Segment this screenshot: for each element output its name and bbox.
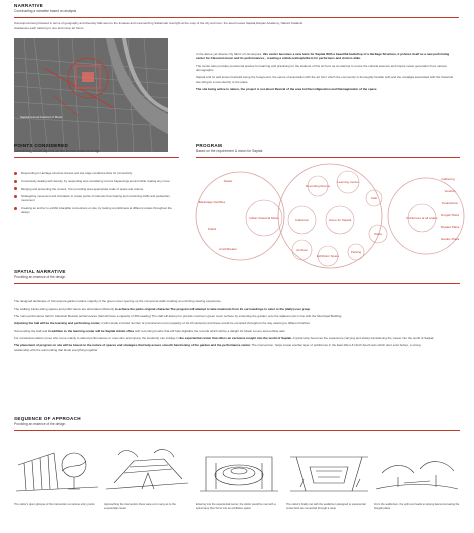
- program-section: [196, 143, 460, 157]
- points-title: POINTS CONSIDERED: [14, 143, 69, 148]
- spatial-body: [14, 299, 434, 352]
- label-publicness: Publicness at all scales: [406, 216, 438, 220]
- spatial-section: [14, 269, 460, 355]
- label-parking: Parking: [350, 250, 362, 254]
- narrative-para-4: [196, 87, 456, 91]
- sequence-subtitle: Providing an essence of the design: [14, 422, 66, 427]
- sequence-section: [14, 416, 460, 430]
- program-diagram: [190, 158, 470, 276]
- bullet-dot-icon: [14, 207, 17, 210]
- spatial-p7-rest: The intervention, helps create another layer of publicness in the East-West & North-South axis which dont exist before, a strong relationship with the surrounding that binds everything together: [14, 343, 421, 352]
- label-vendors: Vendors: [444, 189, 456, 193]
- spatial-p7-bold: The placement of program on site will be based on the nature of spaces and strategies that help assure smooth functioning of the garden and the performance center.: [14, 343, 251, 348]
- label-backstage: Backstage Facilities: [198, 200, 226, 204]
- center-circle: [278, 164, 382, 268]
- spatial-p2-bold: to achieve the parks original character.The program will attempt to take maximum from its surroundings to cater to the (daily) user group: [114, 306, 311, 311]
- label-icm: Indian Classical Music: [249, 216, 279, 220]
- point-item: [14, 187, 179, 191]
- label-plaza: Plaza: [374, 232, 382, 236]
- bullet-dot-icon: [14, 187, 17, 190]
- spatial-p2-lead: The walking tracks,sitting spaces and public lawns are articulated efficiently: [14, 306, 114, 311]
- label-recording: Recording Rooms: [305, 184, 331, 188]
- points-list: [14, 171, 179, 214]
- spatial-para-2: [14, 307, 434, 311]
- label-home: Home for Saptak: [328, 218, 352, 222]
- point-text: Creating an anchor to exhibit intangible connections on site, by looking at publicness at different scales throughout the design: [21, 205, 172, 214]
- sketch-4: [286, 443, 372, 499]
- spatial-p6-bold: the experiential center that offers an exclusive insight into the world of Saptak.: [179, 335, 292, 340]
- sketch-5: [374, 443, 460, 499]
- points-divider: [14, 157, 179, 158]
- label-cafe: Cafe: [370, 196, 378, 200]
- site-map-drawing: [14, 38, 168, 152]
- sequence-caption-1: The visitor's given glimpse of the intervention at various entry points: [14, 503, 95, 506]
- spatial-p5-rest: with recording booths that will help digitalize the records which will be a delight for Music Lovers and enthusi-asts: [134, 328, 285, 333]
- sequence-caption-2: Approaching the intervention there were a lot many as to the experiential center: [104, 503, 176, 510]
- program-subtitle: Based on the requirement & vision for Saptak: [196, 149, 263, 154]
- narrative-para-2: The center also provides provisional spaces for learning and practising for the students of this art form as an attempt to revive the cultural essence and inspire newer generation from various demographic.: [196, 63, 447, 73]
- point-text: Consciously dealing with density, by responding and considering current happenings around while making any move: [21, 178, 170, 183]
- sequence-caption-5: From the auditorium, the split over leads to sloping lawns,innovating the Durgah plaza: [374, 503, 460, 510]
- label-toilets: Toilets: [207, 227, 217, 231]
- para-1-bold: this center becomes a new home for Saptak With a beautiful backdrop of a Heritage Structure, it pshows itself as a new performing center for Classical music and its performances , creating a collab-orativeplatform for performers and visitors alike.: [196, 52, 450, 61]
- spatial-divider: [14, 283, 460, 284]
- spatial-title: SPATIAL NARRATIVE: [14, 269, 66, 274]
- label-archives: Archives: [296, 248, 308, 252]
- bullet-dot-icon: [14, 180, 17, 183]
- spatial-p4-bold: Adjoining the hall will be the learning and performing center,: [14, 321, 101, 326]
- spatial-para-3: The main performance hall for Classical Musical performances (hall will have a capacity of 300 seating) The Hall will attempt to provide maximum green cover surface by extending the garden onto the adjacent plot in line with the Municipal Building.: [14, 313, 343, 318]
- point-item: [14, 206, 179, 214]
- sequence-divider: [14, 430, 460, 431]
- label-learning: Learning Center: [337, 180, 359, 184]
- sequence-step-2: [104, 443, 190, 510]
- points-subtitle: Considering crucial aspects on site to form basis for design: [14, 149, 101, 154]
- point-item: [14, 194, 179, 202]
- sketch-2: [104, 443, 190, 499]
- label-shaded: Shaded Plaza: [440, 225, 460, 229]
- bullet-dot-icon: [14, 172, 17, 175]
- para-4-bold: Revival of the area but Reconfiguration and Reimagination of the space: [274, 87, 377, 92]
- narrative-intro: Usmanpura being blessed in terms of geography and diversity falls west to the timeless and mesmerizing Sabarmati riverright at the cusp of the city and river. the area houses Saptak,Darpan Academy, Natrani Kadamb Academies each catering to one and many art forms: [14, 21, 303, 30]
- program-title: PROGRAM: [196, 143, 223, 148]
- site-map: [14, 38, 168, 152]
- spatial-para-1: The designed landscape of Usmanpura garden retains majority of the green cover opening up the compound walls creating an enriching viewing experience: [14, 299, 221, 304]
- label-durgah: Durgah Plaza: [440, 213, 460, 217]
- narrative-section: [14, 3, 459, 33]
- narrative-subtitle: Constructing a narrative based on analysis: [14, 9, 77, 14]
- sequence-step-3: [196, 443, 282, 510]
- label-pedestrians: Pedestrians: [442, 201, 458, 205]
- para-1-lead: In the above yet diverse city fabric of Usmanpura,: [196, 52, 262, 56]
- spatial-p4-rest: it will include a limited number of provisional rooms (capacity of 10-20 students) and these would be occupied throughout the day catering to different batches: [101, 321, 310, 326]
- narrative-para-1: [196, 52, 456, 61]
- point-text: Merging and presenting the context, from providing area appropriate scale of space and volume: [21, 186, 144, 191]
- sequence-caption-4: The visitor's finally met with the auditorium,designed to experiential center,both are connected through a ramp: [286, 503, 366, 510]
- label-gathering: Gathering: [441, 177, 455, 181]
- spatial-para-5: [14, 329, 434, 333]
- narrative-para-3: Saptak and its well known festivals being the foreground, the sense of association with the art form which the community is thoroughly familiar with,and the nostalgia associated with the historical site will give a new identity to the place.: [196, 75, 453, 84]
- narrative-divider: [14, 17, 459, 18]
- spatial-subtitle: Providing an essence of the design: [14, 275, 66, 280]
- sequence-caption-3: Entering into the experiential center, the visitor would be met with a spiral ramp that Turns into an exhibition space: [196, 503, 276, 510]
- narrative-body: [196, 52, 456, 94]
- sketch-1: [14, 443, 100, 499]
- label-auditorium: Auditorium: [294, 218, 310, 222]
- points-section: [14, 143, 184, 218]
- point-text: Responding to Heritage structure Access and site edge conditions-links for connectivity: [21, 171, 133, 176]
- para-4-lead: The site being active in nature, the project is not about: [196, 87, 274, 92]
- label-seater: Seater: [223, 179, 233, 183]
- spatial-para-6: [14, 336, 434, 340]
- sequence-step-1: [14, 443, 100, 507]
- sequence-step-5: [374, 443, 460, 510]
- spatial-para-4: [14, 321, 434, 325]
- map-label: Saptak Annual Festival of Music: [20, 115, 63, 119]
- spatial-p5-bold: in addition to the learning center will be Saptak Admin office: [48, 328, 135, 333]
- label-amphitheater: Amphitheater: [219, 247, 237, 251]
- sequence-title: SEQUENCE OF APPROACH: [14, 416, 81, 421]
- point-text: Strategizing movement and circulation to create points of interests thus helping and monitoring traffic and pedestrian movement: [21, 194, 170, 203]
- point-item: [14, 179, 179, 183]
- spatial-para-7: [14, 343, 434, 352]
- sketch-3: [196, 443, 282, 499]
- narrative-title: NARRATIVE: [14, 3, 44, 8]
- label-garden: Garden Plaza: [440, 237, 460, 241]
- spatial-p5-lead: Surrounding the Hall and: [14, 328, 48, 333]
- label-exhibition: Exhibition Space: [316, 254, 340, 258]
- point-item: [14, 171, 179, 175]
- sequence-step-4: [286, 443, 372, 510]
- bullet-dot-icon: [14, 195, 17, 198]
- spatial-p6-lead: For occasional visitors (ones who come mainly to attend performances or ones who accompany the students) can indulge in: [14, 335, 179, 340]
- spatial-p6-rest: A spiral ramp becomes the experience carrying and slowly transitioning the viewer into the world of Saptak: [292, 335, 434, 340]
